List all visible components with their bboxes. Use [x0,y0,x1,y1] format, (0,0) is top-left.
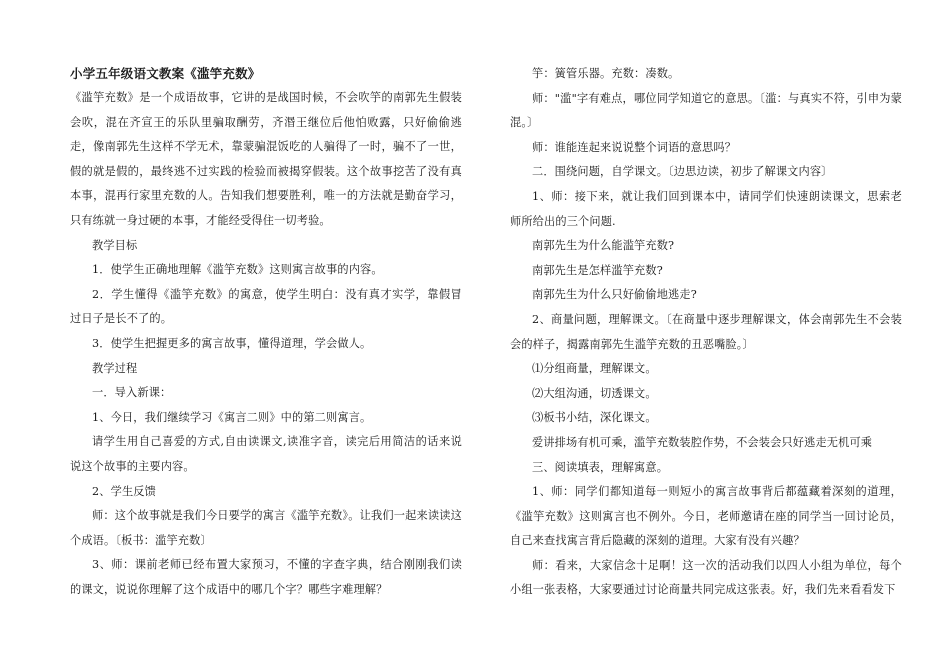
paragraph: ⑵大组沟通，切透课文。 [532,386,657,400]
paragraph: 南郭先生为什么只好偷偷地逃走? [532,288,697,302]
paragraph: 3．使学生把握更多的寓言故事，懂得道理，学会做人。 [92,336,372,350]
paragraph: 三、阅读填表，理解寓意。 [532,460,669,474]
paragraph: 1、师：同学们都知道每一则短小的寓言故事背后都蕴藏着深刻的道理，《滥竽充数》这则寓言也不例外。今日，老师邀请在座的同学当一回讨论员，自己来查找寓言背后隐藏的深刻的道理。大家有没有兴趣？ [510,485,902,548]
left-paragraphs [70,86,462,602]
paragraph: 2．学生懂得《滥竽充数》的寓意，使学生明白：没有真才实学，靠假冒过日子是长不了的。 [70,287,462,326]
paragraph: 教学过程 [92,361,138,375]
paragraph: 南郭先生是怎样滥竽充数? [532,263,663,277]
paragraph: 南郭先生为什么能滥竽充数? [532,239,675,253]
paragraph: ⑴分组商量，理解课文。 [532,362,657,376]
right-column [510,62,902,603]
paragraph: 二．围绕问题，自学课文。〔边思边读，初步了解课文内容〕 [532,165,833,179]
right-paragraphs [510,62,902,603]
paragraph: 教学目标 [92,238,138,252]
paragraph: 1、今日，我们继续学习《寓言二则》中的第二则寓言。 [92,410,372,424]
paragraph: 师：看来，大家信念十足啊！这一次的活动我们以四人小组为单位，每个小组一张表格，大家要通过讨论商量共同完成这张表。好，我们先来看看发下 [510,558,902,597]
paragraph: 师：这个故事就是我们今日要学的寓言《滥竽充数》。让我们一起来读读这个成语。〔板书：滥竽充数〕 [70,509,462,547]
paragraph: 1．使学生正确地理解《滥竽充数》这则寓言故事的内容。 [92,263,383,277]
left-column [70,62,462,602]
paragraph: 3、师：课前老师已经布置大家预习，不懂的字查字典，结合刚刚我们读的课文，说说你理解了这个成语中的哪几个字？哪些字难理解？ [70,558,462,596]
paragraph: 《滥竽充数》是一个成语故事，它讲的是战国时候，不会吹竽的南郭先生假装会吹，混在齐宣王的乐队里骗取酬劳，齐湣王继位后他怕败露，只好偷偷逃走，像南郭先生这样不学无术，靠蒙骗混饭吃的人骗得了一时，骗不了一世，假的就是假的，最终逃不过实践的检验而被揭穿假装。这个故事挖苦了没有真本事，混再行家里充数的人。告知我们想要胜利，唯一的方法就是勤奋学习，只有练就一身过硬的本事，才能经受得住一切考验。 [70,91,462,227]
paragraph: 爱讲排场有机可乘，滥竽充数装腔作势，不会装会只好逃走无机可乘 [532,435,873,449]
document-title: 小学五年级语文教案《滥竽充数》 [70,66,261,81]
paragraph: 2、学生反馈 [92,484,156,498]
paragraph: 请学生用自己喜爱的方式,自由读课文,读准字音，读完后用简洁的话来说说这个故事的主要内容。 [70,435,462,473]
paragraph: 2、商量问题，理解课文。〔在商量中逐步理解课文，体会南郭先生不会装会的样子，揭露南郭先生滥竽充数的丑恶嘴脸。〕 [510,312,902,351]
paragraph: 师："滥"字有难点，哪位同学知道它的意思。〔滥：与真实不符，引申为蒙混。〕 [510,91,902,130]
paragraph: ⑶板书小结，深化课文。 [532,411,657,425]
paragraph: 1、师：接下来，就让我们回到课本中，请同学们快速朗读课文，思索老师所给出的三个问题. [510,189,902,228]
paragraph: 竽：簧管乐器。充数：凑数。 [532,67,680,80]
paragraph: 一．导入新课： [92,386,172,400]
paragraph: 师：谁能连起来说说整个词语的意思吗？ [532,140,737,154]
